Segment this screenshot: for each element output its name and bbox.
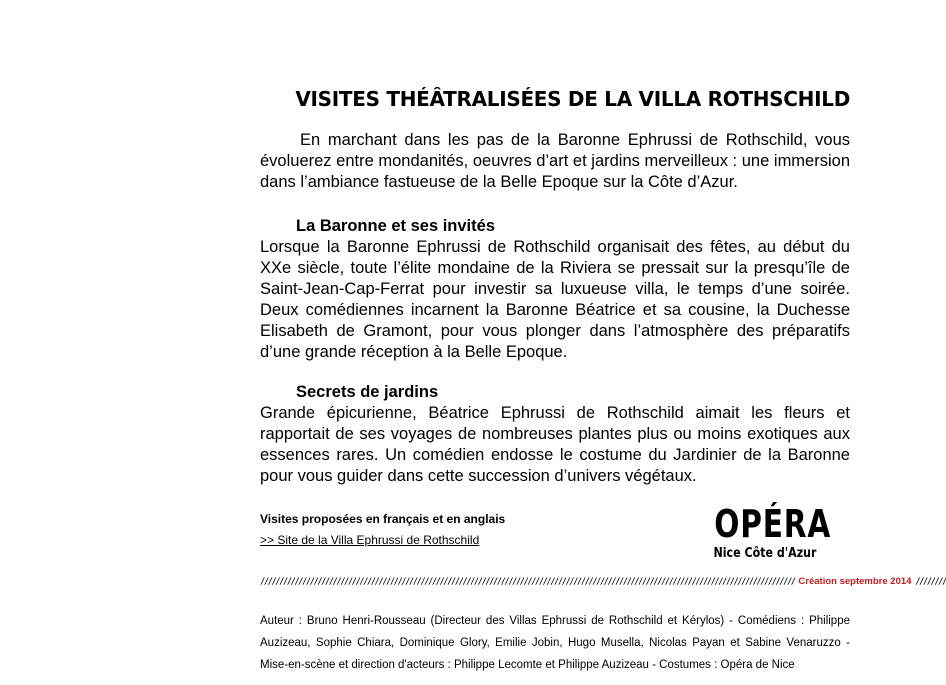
section-body: Lorsque la Baronne Ephrussi de Rothschild organisait des fêtes, au début du XXe siècle, toute l’élite mondaine de la Riviera se pressait sur la presqu’île de Saint-Jean-Cap-Ferrat pour investir sa luxueuse villa, le temps d’une soirée. Deux comédiennes incarnent la Baronne Béatrice et sa cousine, la Duchesse Elisabeth de Gramont, pour vous plonger dans l’atmosphère des préparatifs d’une grande réception à la Belle Epoque.: [260, 238, 850, 361]
intro-paragraph: En marchant dans les pas de la Baronne Ephrussi de Rothschild, vous évoluerez entre mondanités, oeuvres d’art et jardins merveilleux : une immersion dans l’ambiance fastueuse de la Belle Epoque sur la Côte d’Azur.: [260, 131, 850, 191]
intro-block: [260, 130, 850, 193]
page-title: VISITES THÉÂTRALISÉES DE LA VILLA ROTHSCHILD: [295, 87, 850, 111]
credits-text: Auteur : Bruno Henri-Rousseau (Directeur des Villas Ephrussi de Rothschild et Kérylos) - Comédiens : Philippe Auzizeau, Sophie Chiara, Dominique Glory, Emilie Jobin, Hugo Musella, Nicolas Payan et Sabine Venaruzzo - Mise-en-scène et direction d'acteurs : Philippe Lecomte et Philippe Auzizeau - Costumes : Opéra de Nice: [260, 615, 850, 671]
logo-main-text: OPÉRA: [714, 502, 832, 546]
creation-date: Création septembre 2014: [798, 576, 912, 587]
section-jardins: [260, 382, 850, 487]
section-heading: Secrets de jardins: [296, 383, 439, 401]
divider-slashes-left: ////////////////////////////////////////////////////////////////////////////////////////////////////////////////////////////////////////////: [260, 577, 795, 587]
section-baronne: [260, 216, 850, 363]
section-heading: La Baronne et ses invités: [296, 217, 495, 235]
section-body: Grande épicurienne, Béatrice Ephrussi de Rothschild aimait les fleurs et rapportait de ses voyages de nombreuses plantes plus ou moins exotiques aux essences rares. Un comédien endosse le costume du Jardinier de la Baronne pour vous guider dans cette succession d’univers végétaux.: [260, 404, 850, 485]
info-block: [260, 510, 680, 549]
logo-sub-text: Nice Côte d'Azur: [713, 545, 817, 561]
divider-line: [260, 575, 946, 589]
divider-slashes-right: ////////: [915, 577, 946, 587]
villa-site-link[interactable]: >> Site de la Villa Ephrussi de Rothschild: [260, 533, 480, 547]
languages-note: Visites proposées en français et en anglais: [260, 512, 506, 526]
opera-logo[interactable]: [700, 504, 830, 562]
